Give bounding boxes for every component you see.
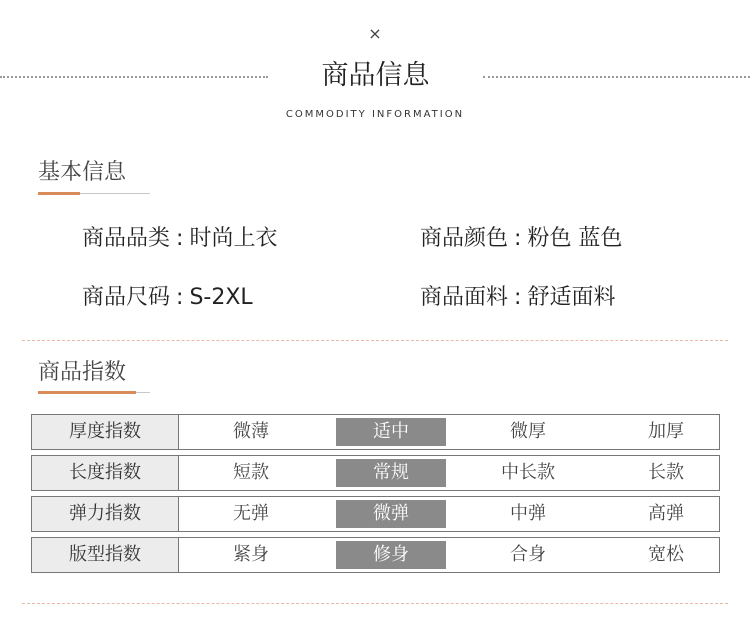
info-color-sep: : bbox=[514, 226, 522, 251]
info-size-sep: : bbox=[176, 285, 184, 310]
index-row bbox=[31, 537, 720, 573]
index-row-label: 弹力指数 bbox=[32, 497, 179, 531]
page-title: 商品信息 bbox=[321, 60, 430, 91]
section-divider bbox=[22, 340, 728, 341]
index-options bbox=[179, 415, 719, 449]
index-row bbox=[31, 496, 720, 532]
info-category-value: 时尚上衣 bbox=[189, 226, 278, 251]
info-fabric bbox=[420, 283, 615, 313]
index-row-label: 版型指数 bbox=[32, 538, 179, 572]
index-option: 紧身 bbox=[233, 544, 269, 565]
page-subtitle: COMMODITY INFORMATION bbox=[285, 109, 465, 120]
basic-info-accent-bar bbox=[38, 192, 80, 195]
title-dotted-rule-left bbox=[0, 76, 268, 78]
info-color-label: 商品颜色 bbox=[420, 226, 509, 251]
index-options bbox=[179, 456, 719, 490]
index-option: 长款 bbox=[648, 462, 684, 483]
index-option-selected: 适中 bbox=[336, 418, 446, 446]
index-row bbox=[31, 414, 720, 450]
info-fabric-label: 商品面料 bbox=[420, 285, 509, 310]
index-option: 宽松 bbox=[648, 544, 684, 565]
index-option: 中长款 bbox=[501, 462, 555, 483]
title-dotted-rule-right bbox=[483, 76, 750, 78]
info-fabric-sep: : bbox=[514, 285, 522, 310]
info-category bbox=[82, 224, 277, 254]
index-option: 加厚 bbox=[648, 421, 684, 442]
index-option-selected: 常规 bbox=[336, 459, 446, 487]
info-size bbox=[82, 283, 253, 313]
index-option: 高弹 bbox=[648, 503, 684, 524]
bottom-divider bbox=[22, 603, 728, 604]
info-size-label: 商品尺码 bbox=[82, 285, 171, 310]
info-color-value: 粉色 蓝色 bbox=[527, 226, 623, 251]
index-option-selected: 修身 bbox=[336, 541, 446, 569]
close-icon[interactable]: × bbox=[368, 24, 382, 43]
index-options bbox=[179, 497, 719, 531]
info-fabric-value: 舒适面料 bbox=[527, 285, 616, 310]
index-row bbox=[31, 455, 720, 491]
index-option-selected: 微弹 bbox=[336, 500, 446, 528]
index-heading: 商品指数 bbox=[38, 360, 127, 385]
index-option: 微厚 bbox=[510, 421, 546, 442]
info-category-label: 商品品类 bbox=[82, 226, 171, 251]
info-size-value: S-2XL bbox=[189, 285, 253, 310]
index-row-label: 长度指数 bbox=[32, 456, 179, 490]
info-category-sep: : bbox=[176, 226, 184, 251]
index-option: 无弹 bbox=[233, 503, 269, 524]
index-row-label: 厚度指数 bbox=[32, 415, 179, 449]
index-accent-bar bbox=[38, 391, 136, 394]
index-option: 合身 bbox=[510, 544, 546, 565]
index-option: 微薄 bbox=[233, 421, 269, 442]
index-options bbox=[179, 538, 719, 572]
basic-info-heading: 基本信息 bbox=[38, 160, 127, 185]
info-color bbox=[420, 224, 622, 254]
index-option: 短款 bbox=[233, 462, 269, 483]
index-option: 中弹 bbox=[510, 503, 546, 524]
